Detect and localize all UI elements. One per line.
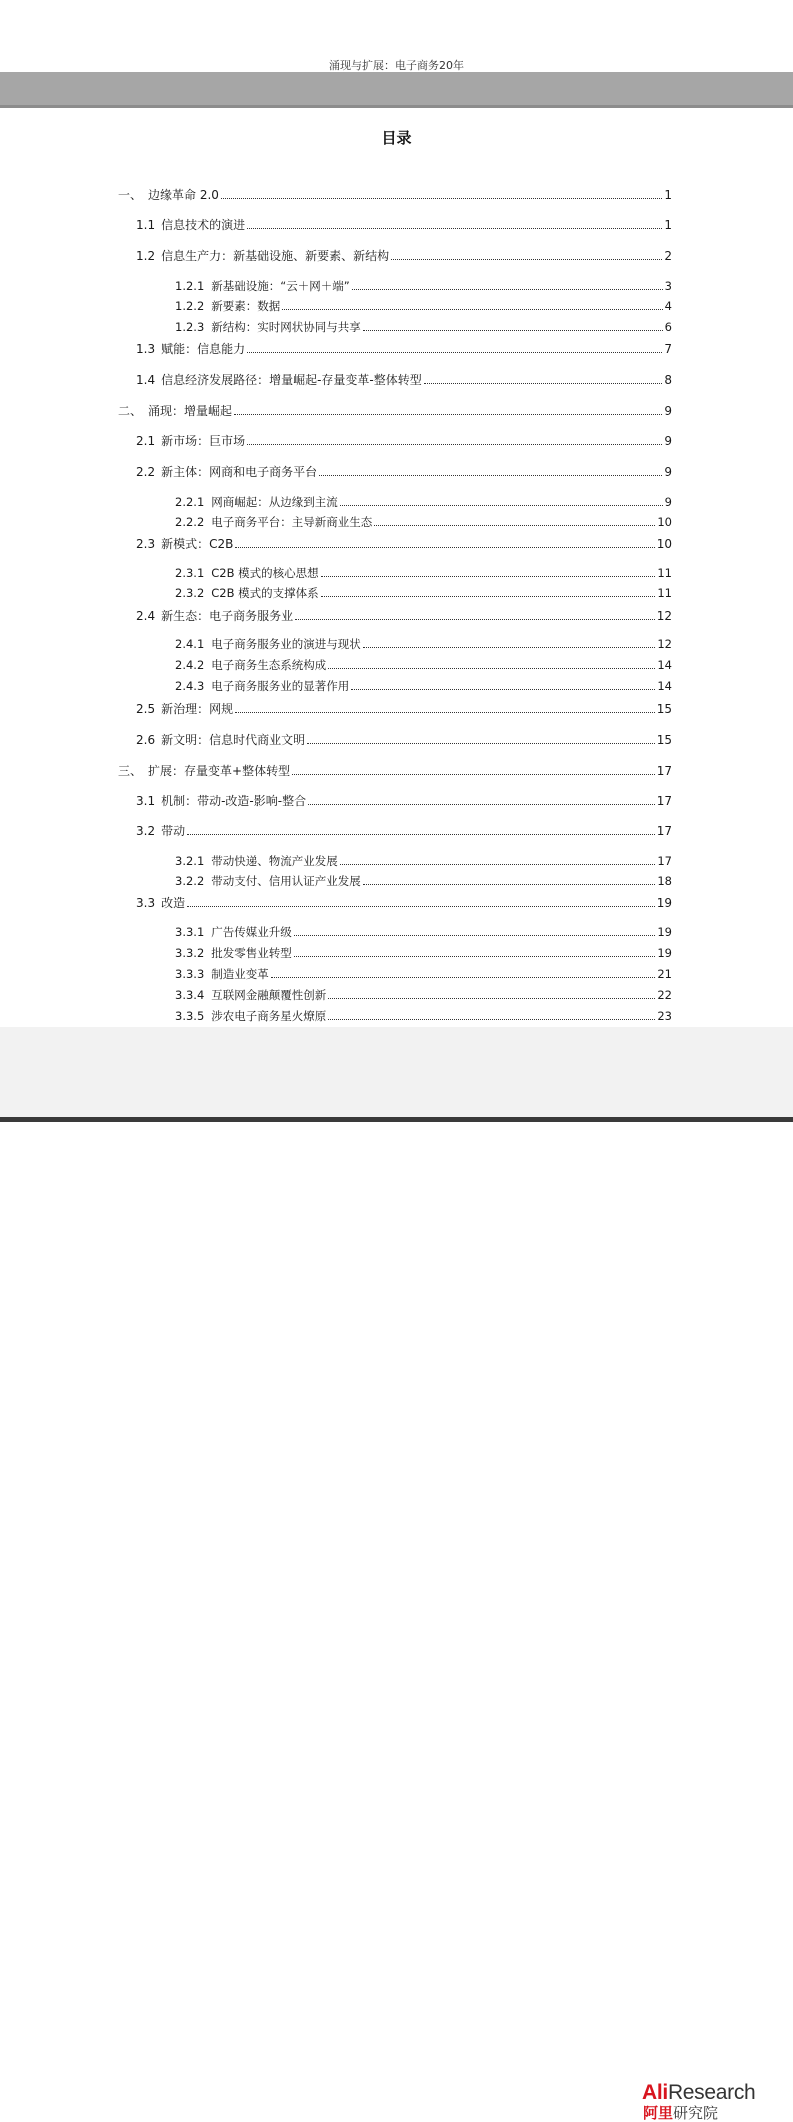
toc-leader-dots <box>328 998 655 999</box>
toc-entry-number: 1.1 <box>136 218 156 232</box>
toc-entry[interactable] <box>175 853 672 869</box>
toc-leader-dots <box>340 864 656 865</box>
toc-entry-title: 新模式：C2B <box>161 537 234 551</box>
toc-page-number: 18 <box>657 874 672 888</box>
toc-entry[interactable] <box>136 217 672 233</box>
toc-entry-number: 2.2.1 <box>175 495 205 509</box>
toc-entry-number: 一、 <box>118 188 143 202</box>
toc-entry-title: 广告传媒业升级 <box>211 925 292 939</box>
toc-entry-title: C2B 模式的支撑体系 <box>211 586 319 600</box>
toc-entry-number: 1.2.3 <box>175 320 205 334</box>
toc-entry-number: 1.2.2 <box>175 299 205 313</box>
toc-entry[interactable] <box>175 585 672 601</box>
toc-page-number: 11 <box>657 586 672 600</box>
header-band-line <box>0 105 793 108</box>
toc-entry[interactable] <box>136 823 672 839</box>
logo-ali-text: Ali <box>642 2081 668 2104</box>
toc-leader-dots <box>307 743 655 744</box>
toc-page-number: 1 <box>664 218 672 232</box>
toc-page-number: 6 <box>664 320 672 334</box>
toc-leader-dots <box>363 330 663 331</box>
toc-entry[interactable] <box>136 464 672 480</box>
toc-page-number: 14 <box>657 658 672 672</box>
toc-entry[interactable] <box>175 966 672 982</box>
header-band <box>0 72 793 105</box>
toc-entry-number: 2.2.2 <box>175 515 205 529</box>
toc-entry[interactable] <box>175 987 672 1003</box>
toc-leader-dots <box>294 956 656 957</box>
toc-entry-number: 三、 <box>118 764 143 778</box>
toc-entry-title: 电子商务生态系统构成 <box>211 658 327 672</box>
toc-leader-dots <box>321 596 656 597</box>
toc-entry[interactable] <box>136 895 672 911</box>
toc-page-number: 9 <box>664 434 672 448</box>
toc-entry-title: 信息经济发展路径：增量崛起-存量变革-整体转型 <box>161 373 422 387</box>
toc-leader-dots <box>292 774 655 775</box>
logo-research-text: Research <box>667 2081 756 2104</box>
toc-page-number: 10 <box>656 537 672 551</box>
toc-entry-number: 2.4.2 <box>175 658 205 672</box>
toc-leader-dots <box>363 884 656 885</box>
toc-entry[interactable] <box>175 278 672 294</box>
toc-page-number: 17 <box>657 854 672 868</box>
toc-entry-title: 涌现：增量崛起 <box>148 404 233 418</box>
toc-entry-title: 带动 <box>161 824 186 838</box>
toc-entry-number: 1.2.1 <box>175 279 205 293</box>
page-footer <box>0 1027 793 2122</box>
toc-page-number: 19 <box>657 946 672 960</box>
toc-page-number: 9 <box>664 465 672 479</box>
toc-entry-number: 1.4 <box>136 373 156 387</box>
toc-entry[interactable] <box>175 636 672 652</box>
toc-page-number: 7 <box>664 342 672 356</box>
toc-page-number: 12 <box>656 609 672 623</box>
toc-page-number: 12 <box>657 637 672 651</box>
toc-entry[interactable] <box>175 945 672 961</box>
toc-entry[interactable] <box>175 319 672 335</box>
toc-page-number: 9 <box>664 495 672 509</box>
footer-bottom-bar <box>0 1117 793 1122</box>
toc-entry[interactable] <box>136 793 672 809</box>
toc-entry-number: 3.2.1 <box>175 854 205 868</box>
toc-entry-number: 3.3.4 <box>175 988 205 1002</box>
toc-entry-title: 新治理：网规 <box>161 702 234 716</box>
aliresearch-logo <box>642 2082 782 2122</box>
toc-entry-title: 带动快递、物流产业发展 <box>211 854 338 868</box>
toc-entry-number: 2.5 <box>136 702 156 716</box>
toc-entry-title: 扩展：存量变革+整体转型 <box>148 764 291 778</box>
toc-entry[interactable] <box>136 248 672 264</box>
logo-cn-gray: 研究院 <box>673 2104 719 2122</box>
toc-leader-dots <box>247 444 662 445</box>
toc-leader-dots <box>271 977 656 978</box>
toc-page-number: 8 <box>664 373 672 387</box>
toc-entry-number: 2.4.1 <box>175 637 205 651</box>
toc-page-number: 23 <box>657 1009 672 1023</box>
toc-entry-number: 2.3.1 <box>175 566 205 580</box>
toc-entry-title: 机制：带动-改造-影响-整合 <box>161 794 307 808</box>
toc-leader-dots <box>295 619 655 620</box>
toc-page-number: 21 <box>657 967 672 981</box>
toc-leader-dots <box>424 383 663 384</box>
toc-entry-title: 新文明：信息时代商业文明 <box>161 733 306 747</box>
toc-entry-number: 2.3.2 <box>175 586 205 600</box>
toc-entry[interactable] <box>175 514 672 530</box>
toc-entry-title: 网商崛起：从边缘到主流 <box>211 495 338 509</box>
toc-page-number: 17 <box>656 794 672 808</box>
toc-leader-dots <box>221 198 662 199</box>
toc-entry[interactable] <box>136 433 672 449</box>
toc-entry-title: 新市场：巨市场 <box>161 434 246 448</box>
toc-entry-title: 电子商务服务业的显著作用 <box>211 679 350 693</box>
toc-page-number: 1 <box>664 188 672 202</box>
toc-leader-dots <box>235 547 654 548</box>
toc-leader-dots <box>187 834 655 835</box>
toc-entry-title: 新要素：数据 <box>211 299 281 313</box>
toc-entry-title: 改造 <box>161 896 186 910</box>
toc-page-number: 15 <box>656 733 672 747</box>
toc-leader-dots <box>391 259 662 260</box>
toc-leader-dots <box>247 228 662 229</box>
toc-leader-dots <box>321 576 656 577</box>
toc-page-number: 11 <box>657 566 672 580</box>
toc-entry-title: 赋能：信息能力 <box>161 342 246 356</box>
toc-entry[interactable] <box>175 873 672 889</box>
toc-entry-title: 新结构：实时网状协同与共享 <box>211 320 361 334</box>
toc-entry[interactable] <box>136 701 672 717</box>
toc-entry-number: 2.2 <box>136 465 156 479</box>
toc-entry-title: 新生态：电子商务服务业 <box>161 609 294 623</box>
toc-page-number: 17 <box>656 824 672 838</box>
toc-page-number: 19 <box>656 896 672 910</box>
toc-leader-dots <box>308 804 655 805</box>
toc-page-number: 19 <box>657 925 672 939</box>
toc-entry[interactable] <box>136 536 672 552</box>
toc-page-number: 15 <box>656 702 672 716</box>
toc-entry-number: 3.3.1 <box>175 925 205 939</box>
toc-leader-dots <box>340 505 663 506</box>
toc-entry-title: 涉农电子商务星火燎原 <box>211 1009 327 1023</box>
toc-entry[interactable] <box>175 1008 672 1024</box>
toc-page-number: 17 <box>656 764 672 778</box>
toc-entry-number: 2.3 <box>136 537 156 551</box>
toc-entry[interactable] <box>175 657 672 673</box>
toc-entry-number: 1.2 <box>136 249 156 263</box>
toc-leader-dots <box>328 668 655 669</box>
toc-entry[interactable] <box>175 298 672 314</box>
toc-entry-title: 制造业变革 <box>211 967 269 981</box>
toc-entry-title: 新基础设施：“云＋网＋端” <box>211 279 350 293</box>
toc-entry-title: 批发零售业转型 <box>211 946 292 960</box>
toc-entry-number: 2.1 <box>136 434 156 448</box>
toc-entry[interactable] <box>175 494 672 510</box>
toc-entry-number: 3.3.2 <box>175 946 205 960</box>
toc-page-number: 2 <box>664 249 672 263</box>
toc-entry-title: 信息生产力：新基础设施、新要素、新结构 <box>161 249 390 263</box>
toc-entry-number: 3.2.2 <box>175 874 205 888</box>
toc-entry-number: 3.3 <box>136 896 156 910</box>
toc-entry-title: 互联网金融颠覆性创新 <box>211 988 327 1002</box>
toc-entry-title: 电子商务服务业的演进与现状 <box>211 637 361 651</box>
toc-entry[interactable] <box>118 403 672 419</box>
toc-entry[interactable] <box>175 678 672 694</box>
toc-leader-dots <box>282 309 662 310</box>
toc-leader-dots <box>247 352 662 353</box>
toc-leader-dots <box>352 289 663 290</box>
toc-entry-number: 3.3.5 <box>175 1009 205 1023</box>
toc-leader-dots <box>319 475 662 476</box>
logo-cn-red: 阿里 <box>643 2104 674 2122</box>
toc-entry-number: 3.3.3 <box>175 967 205 981</box>
toc-leader-dots <box>294 935 656 936</box>
toc-entry-number: 1.3 <box>136 342 156 356</box>
toc-leader-dots <box>328 1019 655 1020</box>
toc-entry-title: 边缘革命 2.0 <box>148 188 219 202</box>
toc-entry[interactable] <box>136 372 672 388</box>
toc-entry[interactable] <box>136 732 672 748</box>
toc-entry-title: 新主体：网商和电子商务平台 <box>161 465 318 479</box>
toc-entry-number: 3.1 <box>136 794 156 808</box>
toc-entry-number: 2.4 <box>136 609 156 623</box>
toc-entry[interactable] <box>118 187 672 203</box>
toc-entry-title: 电子商务平台：主导新商业生态 <box>211 515 373 529</box>
toc-leader-dots <box>351 689 655 690</box>
toc-title: 目录 <box>381 129 412 147</box>
toc-entry-number: 2.6 <box>136 733 156 747</box>
toc-leader-dots <box>187 906 655 907</box>
toc-entry[interactable] <box>136 608 672 624</box>
toc-page-number: 3 <box>664 279 672 293</box>
toc-entry-title: C2B 模式的核心思想 <box>211 566 319 580</box>
toc-page-number: 4 <box>664 299 672 313</box>
toc-leader-dots <box>374 525 655 526</box>
toc-page-number: 10 <box>657 515 672 529</box>
toc-entry-number: 2.4.3 <box>175 679 205 693</box>
toc-leader-dots <box>235 712 655 713</box>
toc-entry-number: 3.2 <box>136 824 156 838</box>
toc-leader-dots <box>363 647 656 648</box>
toc-entry-title: 带动支付、信用认证产业发展 <box>211 874 361 888</box>
toc-page-number: 14 <box>657 679 672 693</box>
toc-entry-number: 二、 <box>118 404 143 418</box>
toc-page-number: 22 <box>657 988 672 1002</box>
running-header: 涌现与扩展：电子商务20年 <box>329 59 464 72</box>
toc-entry-title: 信息技术的演进 <box>161 218 246 232</box>
toc-entry[interactable] <box>118 763 672 779</box>
toc-leader-dots <box>234 414 662 415</box>
toc-page-number: 9 <box>664 404 672 418</box>
toc-entry[interactable] <box>175 924 672 940</box>
toc-entry[interactable] <box>136 341 672 357</box>
toc-entry[interactable] <box>175 565 672 581</box>
